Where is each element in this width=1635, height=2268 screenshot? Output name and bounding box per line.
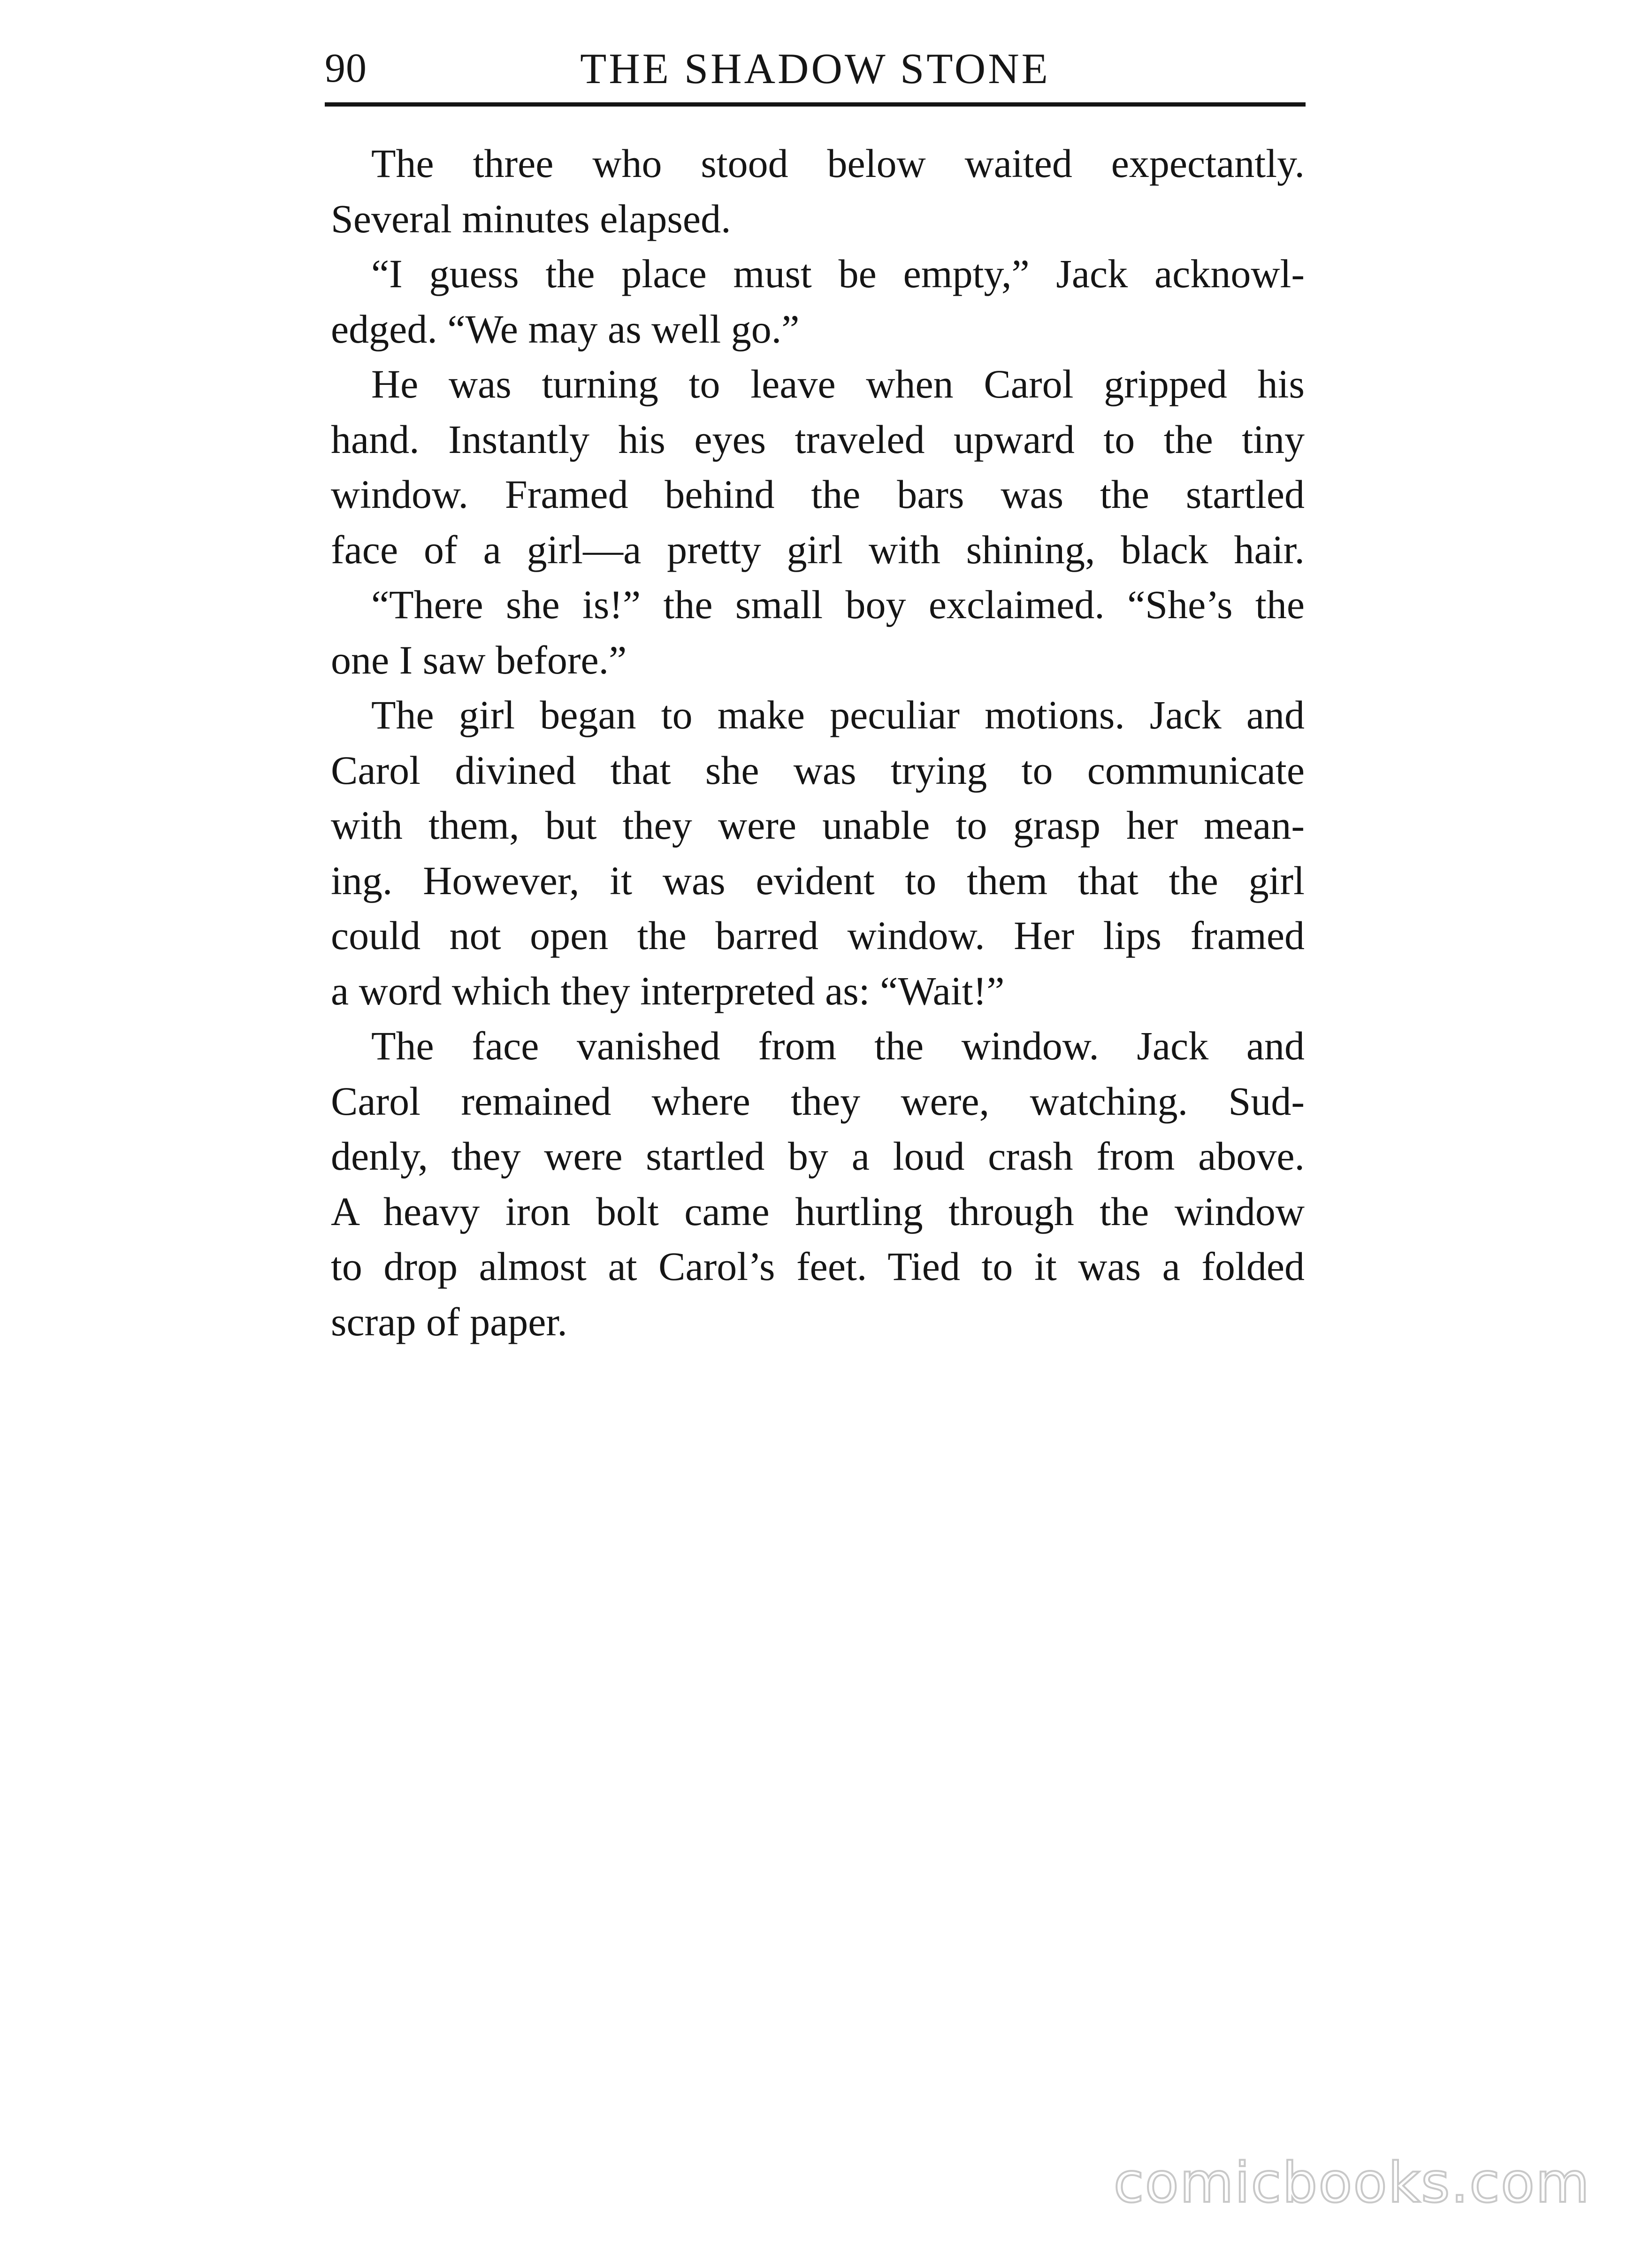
- text-line: to drop almost at Carol’s feet. Tied to it was a folded: [331, 1244, 1305, 1289]
- text-line: edged. “We may as well go.”: [331, 306, 800, 352]
- text-line: face of a girl—a pretty girl with shining, black hair.: [331, 527, 1305, 572]
- text-line: The face vanished from the window. Jack and: [371, 1023, 1305, 1068]
- running-head: [325, 37, 1306, 107]
- text-line: Carol divined that she was trying to communicate: [331, 747, 1305, 793]
- text-line: “I guess the place must be empty,” Jack acknowl-: [371, 251, 1305, 296]
- text-line: could not open the barred window. Her lips framed: [331, 913, 1305, 958]
- text-line: hand. Instantly his eyes traveled upward to the tiny: [331, 416, 1305, 462]
- text-line: with them, but they were unable to grasp her mean-: [331, 803, 1305, 848]
- text-line: “There she is!” the small boy exclaimed. “She’s the: [371, 582, 1305, 627]
- page-number: 90: [325, 46, 367, 91]
- text-line: Several minutes elapsed.: [331, 196, 731, 241]
- text-line: denly, they were startled by a loud crash from above.: [331, 1134, 1305, 1179]
- site-watermark: comicbooks.com: [1113, 2150, 1590, 2215]
- text-line: He was turning to leave when Carol gripped his: [371, 361, 1305, 406]
- text-line: ing. However, it was evident to them that the girl: [331, 858, 1305, 903]
- text-line: a word which they interpreted as: “Wait!”: [331, 968, 1005, 1013]
- body-text: [331, 136, 1305, 1349]
- text-line: A heavy iron bolt came hurtling through the window: [331, 1188, 1305, 1234]
- text-line: Carol remained where they were, watching. Sud-: [331, 1078, 1305, 1124]
- text-line: scrap of paper.: [331, 1299, 567, 1344]
- text-line: The three who stood below waited expectantly.: [371, 141, 1305, 186]
- text-line: The girl began to make peculiar motions. Jack and: [371, 692, 1305, 737]
- text-line: one I saw before.”: [331, 637, 627, 682]
- text-line: window. Framed behind the bars was the startled: [331, 472, 1305, 517]
- book-title: THE SHADOW STONE: [580, 45, 1050, 92]
